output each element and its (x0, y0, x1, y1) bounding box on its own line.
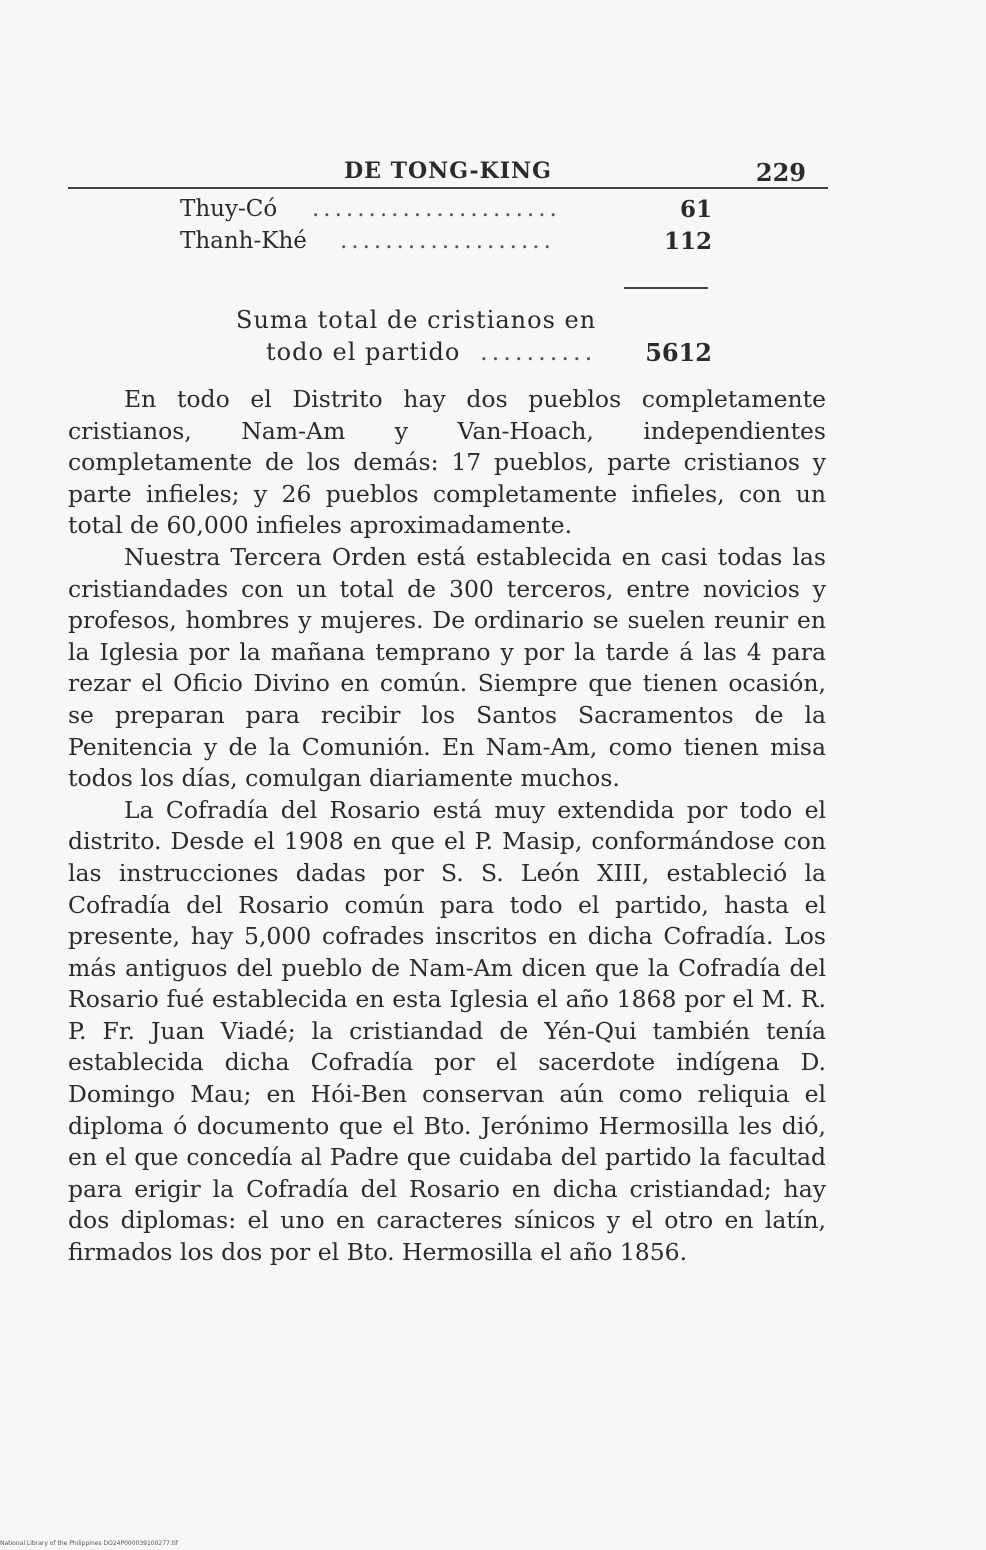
sum-total: 5612 (645, 338, 712, 367)
list-item (180, 228, 712, 260)
leader-dots: ...................... (312, 196, 561, 222)
running-head (68, 150, 828, 190)
scan-footer: National Library of the Philippines DO24P000039100277.tif (0, 1540, 178, 1547)
paragraph: La Cofradía del Rosario está muy extendida por todo el distrito. Desde el 1908 en que el P. Masip, conformándose con las instrucciones dadas por S. S. León XIII, estableció la Cofradía del Rosario común para todo el partido, hasta el presente, hay 5,000 cofrades inscritos en dicha Cofradía. Los más antiguos del pueblo de Nam-Am dicen que la Cofradía del Rosario fué establecida en esta Iglesia el año 1868 por el M. R. P. Fr. Juan Viadé; la cristiandad de Yén-Qui también tenía establecida dicha Cofradía por el sacerdote indígena D. Domingo Mau; en Hói-Ben conservan aún como reliquia el diploma ó documento que el Bto. Jerónimo Hermosilla les dió, en el que concedía al Padre que cuidaba del partido la facultad para erigir la Cofradía del Rosario en dicha cristiandad; hay dos diplomas: el uno en caracteres sínicos y el otro en latín, firmados los dos por el Bto. Hermosilla el año 1856. (68, 795, 826, 1267)
sum-label-line1: Suma total de cristianos en (236, 306, 597, 334)
village-name: Thanh-Khé (180, 228, 307, 254)
header-rule (68, 187, 828, 189)
village-name: Thuy-Có (180, 196, 278, 222)
page-number: 229 (755, 158, 806, 187)
running-title: DE TONG-KING (344, 158, 552, 184)
christian-count: 61 (679, 196, 712, 223)
body-text (68, 384, 826, 1269)
leader-dots: .......... (480, 338, 597, 366)
christian-count: 112 (663, 228, 712, 255)
list-item (180, 196, 712, 228)
sum-rule (624, 287, 708, 289)
paragraph: Nuestra Tercera Orden está establecida en casi todas las cristiandades con un total de 300 terceros, entre novicios y profesos, hombres y mujeres. De ordinario se suelen reunir en la Iglesia por la mañana temprano y por la tarde á las 4 para rezar el Oficio Divino en común. Siempre que tienen ocasión, se preparan para recibir los Santos Sacramentos de la Penitencia y de la Comunión. En Nam-Am, como tienen misa todos los días, comulgan diariamente muchos. (68, 542, 826, 793)
paragraph: En todo el Distrito hay dos pueblos completamente cristianos, Nam-Am y Van-Hoach, independientes completamente de los demás: 17 pueblos, parte cristianos y parte infieles; y 26 pueblos completamente infieles, con un total de 60,000 infieles aproximadamente. (68, 385, 826, 540)
leader-dots: ................... (340, 228, 555, 254)
sum-label-line2: todo el partido (266, 338, 461, 366)
